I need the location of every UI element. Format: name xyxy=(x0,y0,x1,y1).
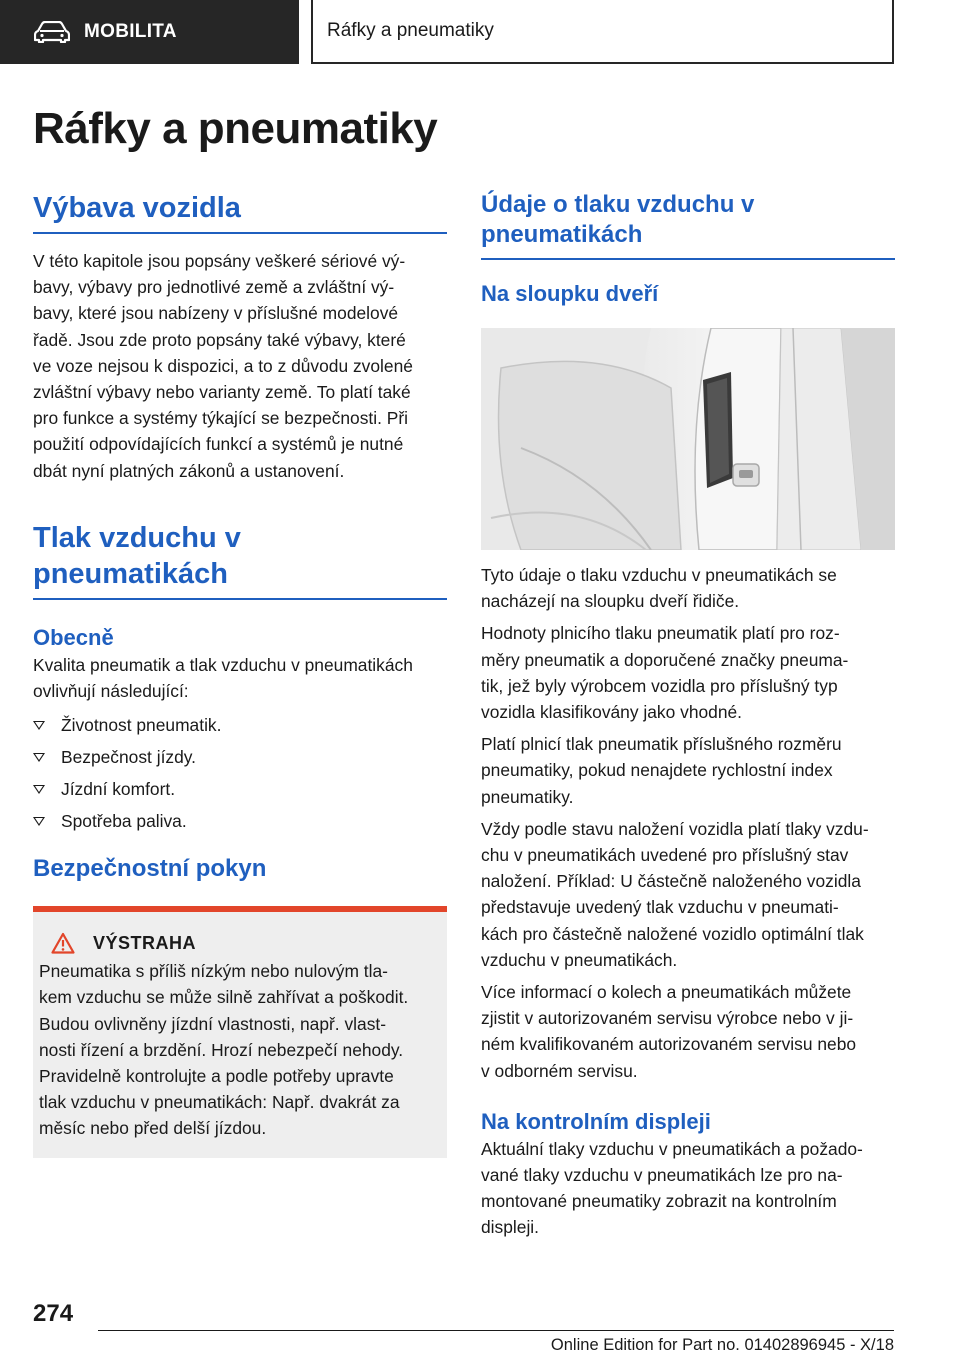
warning-text: Pneumatika s příliš nízkým nebo nulovým tla‐ kem vzduchu se může silně zahřívat a poškodit. Budou ovlivněny jízdní vlastnosti, např. vlast‐ nosti řízení a brzdění. Hrozí nebezpečí nehody. Pravidelně kontrolujte a podle potřeby upravte tlak vzduchu v pneumatikách: Např. dvakrát za měsíc nebo před delší jízdou. xyxy=(39,961,409,1139)
list-item: Životnost pneumatik. xyxy=(33,712,447,738)
displej-paragraph: Aktuální tlaky vzduchu v pneumatikách a požado‐ vané tlaky vzduchu v pneumatikách lze pro na‐ montované pneumatiky zobrazit na kontrolním displeji. xyxy=(481,1138,863,1238)
list-item: Bezpečnost jízdy. xyxy=(33,744,447,770)
heading-tlak-vzduchu: Tlak vzduchu v pneumatikách xyxy=(33,520,447,600)
heading-na-sloupku-dveri: Na sloupku dveří xyxy=(481,281,659,306)
chapter-tab-label: Ráfky a pneumatiky xyxy=(327,20,494,41)
vybava-paragraph: V této kapitole jsou popsány veškeré sériové vý‐ bavy, výbavy pro jednotlivé země a zvláštní vý‐ bavy, které jsou nabízeny v příslušné modelové řadě. Jsou zde proto popsány také výbavy, které ve voze nejsou k dispozici, a to z důvodu zvolené zvláštní výbavy nebo varianty země. To platí také pro funkce a systémy týkající se bezpečnosti. Při použití odpovídajících funkcí a systémů je nutné dbát nyní platných zákonů a ustanovení. xyxy=(33,251,413,481)
heading-bezpecnostni-pokyn: Bezpečnostní pokyn xyxy=(33,855,267,883)
right-column xyxy=(481,190,895,1241)
bullet-triangle-icon xyxy=(33,785,45,794)
page-number: 274 xyxy=(33,1300,74,1327)
bullet-triangle-icon xyxy=(33,753,45,762)
heading-obecne: Obecně xyxy=(33,624,114,650)
sloupek-paragraph-5: Více informací o kolech a pneumatikách můžete zjistit v autorizovaném servisu výrobce nebo v ji‐ ném kvalifikovaném autorizovaném servisu nebo v odborném servisu. xyxy=(481,982,857,1081)
footer-edition: Online Edition for Part no. 01402896945 - X/18 xyxy=(550,1336,894,1354)
bullet-triangle-icon xyxy=(33,721,45,730)
heading-vybava-vozidla: Výbava vozidla xyxy=(33,190,447,234)
list-item: Spotřeba paliva. xyxy=(33,808,447,834)
sloupek-paragraph-3: Platí plnicí tlak pneumatik příslušného rozměru pneumatiky, pokud nenajdete rychlostní index pneumatiky. xyxy=(481,734,842,807)
page-title: Ráfky a pneumatiky xyxy=(33,104,438,153)
heading-udaje-o-tlaku: Údaje o tlaku vzduchu v pneumatikách xyxy=(481,190,895,260)
warning-box xyxy=(33,906,447,1157)
warning-title-row xyxy=(39,932,439,954)
page-header xyxy=(0,0,960,66)
car-icon xyxy=(34,21,70,43)
sloupek-paragraph-2: Hodnoty plnicího tlaku pneumatik platí pro roz‐ měry pneumatik a doporučené značky pneuma‐ tik, jež byly výrobcem vozidla pro příslušný typ vozidla klasifikovány jako vhodné. xyxy=(481,623,849,723)
door-pillar-image xyxy=(481,328,895,550)
sloupek-paragraph-1: Tyto údaje o tlaku vzduchu v pneumatikách se nacházejí na sloupku dveří řidiče. xyxy=(481,565,837,612)
section-tab[interactable] xyxy=(0,0,299,64)
footer-divider xyxy=(98,1330,894,1331)
section-tab-label: MOBILITA xyxy=(84,21,177,42)
warning-title: VÝSTRAHA xyxy=(93,932,197,953)
warning-triangle-icon xyxy=(51,932,75,954)
left-column xyxy=(33,190,447,1158)
heading-na-kontrolnim-displeji: Na kontrolním displeji xyxy=(481,1108,711,1134)
chapter-tab[interactable] xyxy=(311,0,894,64)
bullet-list xyxy=(33,712,447,834)
sloupek-paragraph-4: Vždy podle stavu naložení vozidla platí tlaky vzdu‐ chu v pneumatikách uvedené pro příslušný stav naložení. Příklad: U částečně naloženého vozidla představuje uvedený tlak vzduchu v pneumati‐ kách pro částečně naložené vozidlo optimální tlak vzduchu v pneumatikách. xyxy=(481,818,869,970)
obecne-paragraph: Kvalita pneumatik a tlak vzduchu v pneumatikách ovlivňují následující: xyxy=(33,654,413,702)
bullet-triangle-icon xyxy=(33,817,45,826)
list-item: Jízdní komfort. xyxy=(33,776,447,802)
